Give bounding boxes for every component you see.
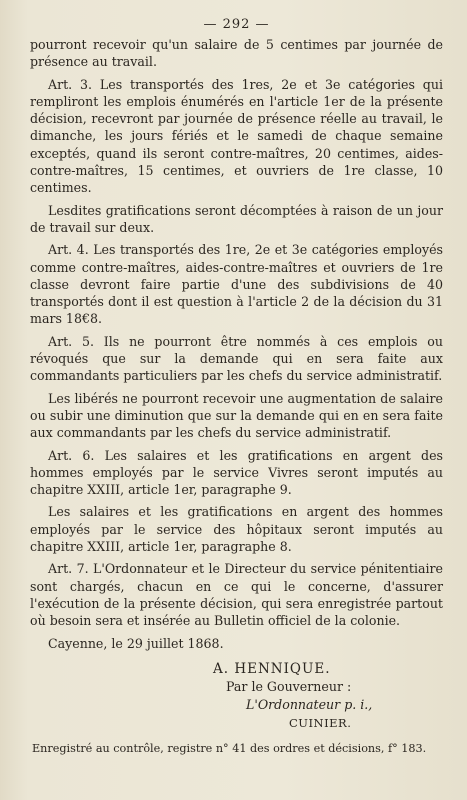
article-5: Art. 5. Ils ne pourront être nommés à ces emplois ou révoqués que sur la demande qui en sera faite aux commandants particuliers par les chefs du service administratif. (30, 333, 443, 384)
body-text (30, 36, 443, 652)
article-3: Art. 3. Les transportés des 1res, 2e et 3e catégories qui rempliront les emplois énumérés en l'article 1er de la présente décision, recevront par journée de présence réelle au travail, le dimanche, les jours fériés et le samedi de chaque semaine exceptés, quand ils seront contre-maîtres, 20 centimes, aides-contre-maîtres, 15 centimes, et ouvriers de 1re classe, 10 centimes. (30, 76, 443, 196)
signatory-name: A. HENNIQUE. (213, 660, 331, 677)
signatory-for-line: L'Ordonnateur p. i., (246, 696, 373, 712)
paragraph-continuation: pourront recevoir qu'un salaire de 5 centimes par journée de présence au travail. (30, 37, 443, 70)
signatory-by-line: Par le Gouverneur : (226, 678, 352, 694)
paragraph-liberes: Les libérés ne pourront recevoir une augmentation de salaire ou subir une diminution que sur la demande qui en en sera faite aux commandants par les chefs du service administratif. (30, 390, 443, 441)
signatory-name-2: CUINIER. (289, 715, 352, 730)
date-line: Cayenne, le 29 juillet 1868. (48, 635, 224, 651)
paragraph-hopitaux: Les salaires et les gratifications en argent des hommes employés par le service des hôpitaux seront imputés au chapitre XXIII, article 1er, paragraphe 8. (30, 504, 443, 555)
page-number: — 292 — (203, 17, 270, 32)
registration-note: Enregistré au contrôle, registre n° 41 des ordres et décisions, f° 183. (32, 741, 427, 755)
article-6: Art. 6. Les salaires et les gratifications en argent des hommes employés par le service Vivres seront imputés au chapitre XXIII, article 1er, paragraphe 9. (30, 447, 443, 498)
article-4: Art. 4. Les transportés des 1re, 2e et 3e catégories employés comme contre-maîtres, aides-contre-maîtres et ouvriers de 1re classe devront faire partie d'une des subdivisions de 40 transportés dont il est question à l'article 2 de la décision du 31 mars 18€8. (30, 242, 443, 327)
article-7: Art. 7. L'Ordonnateur et le Directeur du service pénitentiaire sont chargés, chacun en ce qui le concerne, d'assurer l'exécution de la présente décision, qui sera enregistrée partout où besoin sera et insérée au Bulletin officiel de la colonie. (30, 561, 443, 629)
paragraph-gratifications: Lesdites gratifications seront décomptées à raison de un jour de travail sur deux. (30, 202, 443, 235)
signature-block (30, 660, 443, 732)
